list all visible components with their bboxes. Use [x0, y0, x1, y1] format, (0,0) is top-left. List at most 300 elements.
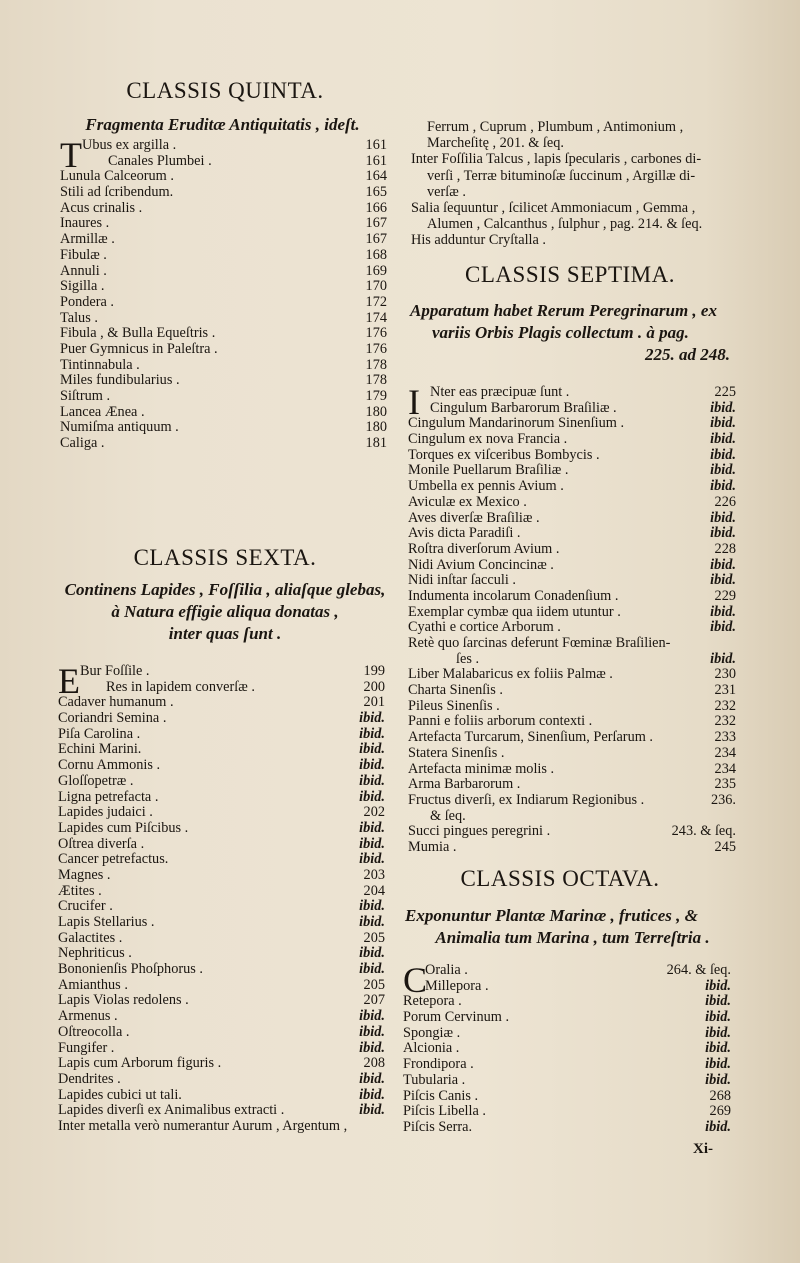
continuation-line: Inter Foſſilia Talcus , lapis ſpecularis , carbones di-: [411, 151, 702, 168]
list-item: [58, 868, 385, 884]
item-label: Alcionia .: [403, 1040, 460, 1057]
classis-septima-heading: CLASSIS SEPTIMA.: [465, 262, 675, 287]
list-item: [60, 373, 387, 389]
classis-quinta-list: [60, 135, 387, 452]
list-item: [408, 620, 736, 636]
item-label: Tintinnabula .: [60, 356, 140, 373]
item-page: 180: [365, 419, 387, 436]
item-label: Spongiæ .: [403, 1024, 461, 1041]
item-label: Retepora .: [403, 993, 462, 1010]
list-item: [60, 436, 387, 452]
item-label: Statera Sinenſis .: [408, 744, 505, 761]
list-item: [58, 978, 385, 994]
list-item: [60, 216, 387, 232]
list-item: [60, 201, 387, 217]
list-item: [403, 1057, 731, 1073]
item-page: 205: [363, 929, 385, 946]
item-page: 181: [365, 435, 387, 452]
continuation-line: Ferrum , Cuprum , Plumbum , Antimonium ,: [427, 119, 684, 135]
item-page: 226: [714, 493, 736, 510]
item-page: 205: [363, 976, 385, 993]
list-item: [60, 248, 387, 264]
item-page: 169: [365, 262, 387, 279]
item-page: ibid.: [710, 525, 736, 542]
item-page: ibid.: [710, 603, 736, 620]
item-page: ibid.: [710, 399, 736, 416]
item-page: 236.: [710, 791, 736, 808]
item-label: Lapis cum Arborum figuris .: [58, 1055, 222, 1072]
list-item: [58, 1103, 385, 1119]
list-item: [403, 1041, 731, 1057]
list-item: [403, 979, 731, 995]
item-page: ibid.: [705, 977, 731, 994]
list-item: [408, 526, 736, 542]
item-label: Exemplar cymbæ qua iidem utuntur .: [408, 603, 621, 620]
list-item: [60, 326, 387, 342]
list-item: [58, 1056, 385, 1072]
item-page: 168: [365, 246, 387, 263]
list-item: [60, 342, 387, 358]
list-item: [58, 899, 385, 915]
list-item: [58, 837, 385, 853]
metals-continuation: [411, 119, 702, 249]
item-page: ibid.: [710, 431, 736, 448]
item-page: 176: [365, 340, 387, 357]
item-label: Cadaver humanum .: [58, 694, 174, 711]
item-label: Piſa Carolina .: [58, 725, 141, 742]
item-label: Nidi Avium Concincinæ .: [408, 556, 554, 573]
classis-quinta-heading: CLASSIS QUINTA.: [126, 78, 324, 103]
list-item: [60, 279, 387, 295]
list-item: [60, 420, 387, 436]
classis-sexta-list: [58, 661, 385, 1135]
item-label: Artefacta Turcarum, Sinenſium, Perſarum .: [408, 729, 653, 746]
list-item: [58, 805, 385, 821]
item-label: Piſcis Libella .: [403, 1103, 486, 1120]
item-page: 176: [365, 325, 387, 342]
subtitle-line: Animalia tum Marina , tum Terreſtria .: [435, 928, 710, 947]
list-item: [403, 1104, 731, 1120]
item-page: 167: [365, 231, 387, 248]
item-page: ibid.: [710, 650, 736, 667]
item-page: ibid.: [359, 710, 385, 727]
item-label: Cingulum ex nova Francia .: [408, 431, 568, 448]
subtitle-line: à Natura effigie aliqua donatas ,: [111, 602, 339, 621]
list-item: [408, 793, 736, 809]
item-label: Amianthus .: [58, 976, 128, 993]
item-page: ibid.: [359, 898, 385, 915]
item-label: Talus .: [60, 309, 98, 326]
continuation-line: verſi , Terræ bituminoſæ ſuccinum , Argillæ di-: [427, 167, 696, 184]
item-page: 225: [714, 384, 736, 400]
item-label: Ætites .: [58, 882, 102, 899]
item-page: 166: [365, 199, 387, 216]
item-page: 234: [714, 760, 736, 777]
drop-cap: T: [60, 135, 82, 175]
item-page: ibid.: [705, 1071, 731, 1088]
item-label: Fibulæ .: [60, 246, 107, 263]
list-item: [58, 711, 385, 727]
item-page: 170: [365, 278, 387, 295]
item-label: Dendrites .: [58, 1070, 121, 1087]
list-item: [408, 542, 736, 558]
item-page: 203: [363, 866, 385, 883]
item-page: [696, 636, 736, 652]
item-label: Oralia .: [425, 962, 468, 978]
item-label: Lapis Stellarius .: [58, 914, 155, 930]
list-item: [58, 915, 385, 931]
list-item: [58, 758, 385, 774]
item-page: ibid.: [359, 914, 385, 930]
item-page: ibid.: [705, 1040, 731, 1057]
item-page: ibid.: [710, 478, 736, 495]
item-label: Caliga .: [60, 435, 105, 452]
item-label: Piſcis Canis .: [403, 1087, 479, 1104]
item-label: Lapides judaici .: [58, 804, 153, 821]
subtitle-line: Continens Lapides , Foſſilia , aliaſque glebas,: [64, 580, 386, 599]
item-label: Aves diverſæ Braſiliæ .: [408, 509, 540, 526]
item-label: Fibula , & Bulla Equeſtris .: [60, 325, 216, 342]
item-page: 167: [365, 215, 387, 232]
item-page: ibid.: [359, 725, 385, 742]
item-label: Gloſſopetræ .: [58, 772, 134, 789]
list-item: [58, 727, 385, 743]
item-label: Magnes .: [58, 866, 111, 883]
item-page: ibid.: [359, 1008, 385, 1025]
item-label: Annuli .: [60, 262, 107, 279]
item-page: ibid.: [705, 993, 731, 1010]
item-page: 264. & ſeq.: [666, 962, 731, 978]
item-page: ibid.: [710, 415, 736, 432]
item-label: Charta Sinenſis .: [408, 682, 503, 699]
list-item: [403, 1089, 731, 1105]
item-page: 243. & ſeq.: [671, 823, 736, 840]
item-label: Retè quo ſarcinas deferunt Fœminæ Braſilien-: [408, 635, 671, 651]
list-item: [60, 169, 387, 185]
item-page: ibid.: [710, 446, 736, 463]
item-label: Roſtra diverſorum Avium .: [408, 540, 560, 557]
list-item: [408, 636, 736, 652]
item-label: ſes .: [456, 650, 480, 667]
item-label: Nephriticus .: [58, 945, 132, 962]
item-label: Arma Barbarorum .: [408, 776, 521, 793]
list-item: [58, 664, 385, 680]
item-label: Umbella ex pennis Avium .: [408, 478, 564, 495]
list-item: [408, 809, 736, 825]
subtitle-line: Exponuntur Plantæ Marinæ , frutices , &: [405, 906, 698, 925]
list-item: [60, 295, 387, 311]
item-page: ibid.: [710, 619, 736, 636]
item-page: ibid.: [359, 819, 385, 836]
drop-cap: I: [408, 382, 420, 422]
classis-octava-list: [403, 960, 731, 1136]
item-label: Pileus Sinenſis .: [408, 697, 500, 714]
item-page: 161: [365, 137, 387, 153]
list-item: [60, 154, 387, 170]
item-page: 231: [714, 682, 736, 699]
item-page: 204: [363, 882, 385, 899]
item-page: ibid.: [710, 462, 736, 479]
item-label: Bur Foſſile .: [80, 663, 150, 679]
item-page: 268: [709, 1087, 731, 1104]
list-item: [408, 432, 736, 448]
list-item: [58, 1072, 385, 1088]
item-label: Lapides cubici ut tali.: [58, 1086, 182, 1103]
list-item: [60, 232, 387, 248]
continuation-line: Salia ſequuntur , ſcilicet Ammoniacum , Gemma ,: [411, 200, 696, 217]
item-label: Fructus diverſi, ex Indiarum Regionibus .: [408, 791, 645, 808]
item-label: Cancer petrefactus.: [58, 851, 169, 868]
item-label: Numiſma antiquum .: [60, 419, 179, 436]
list-item: [408, 714, 736, 730]
item-page: 174: [365, 309, 387, 326]
subtitle-line: Fragmenta Eruditæ Antiquitatis , ideſt.: [85, 115, 360, 134]
list-item: [58, 1088, 385, 1104]
item-page: ibid.: [359, 788, 385, 805]
item-label: Cingulum Barbarorum Braſiliæ .: [430, 399, 617, 416]
item-label: Monile Puellarum Braſiliæ .: [408, 462, 569, 479]
item-label: Sigilla .: [60, 278, 105, 295]
item-page: 229: [714, 587, 736, 604]
item-page: ibid.: [705, 1056, 731, 1073]
item-label: Mumia .: [408, 838, 457, 855]
item-label: Fungifer .: [58, 1039, 115, 1056]
item-label: Stili ad ſcribendum.: [60, 184, 174, 201]
item-label: Nter eas præcipuæ ſunt .: [430, 384, 570, 400]
classis-sexta-heading: CLASSIS SEXTA.: [133, 545, 317, 570]
list-item: [403, 1073, 731, 1089]
item-page: ibid.: [710, 509, 736, 526]
item-page: 172: [365, 293, 387, 310]
list-item: [58, 680, 385, 696]
item-label: Galactites .: [58, 929, 123, 946]
item-label: Crucifer .: [58, 898, 113, 915]
item-page: 180: [365, 403, 387, 420]
item-label: Acus crinalis .: [60, 199, 143, 216]
item-label: Siſtrum .: [60, 388, 111, 404]
item-page: 230: [714, 666, 736, 683]
list-item: [408, 605, 736, 621]
subtitle-line: Apparatum habet Rerum Peregrinarum , ex: [410, 301, 717, 320]
item-page: 178: [365, 372, 387, 389]
list-item: [408, 699, 736, 715]
catchword: Xi-: [693, 1141, 713, 1157]
item-page: ibid.: [705, 1024, 731, 1041]
item-page: 200: [363, 678, 385, 695]
item-label: Inaures .: [60, 215, 110, 232]
subtitle-line: variis Orbis Plagis collectum . à pag.: [432, 323, 689, 342]
list-item: [403, 994, 731, 1010]
list-item: [58, 1025, 385, 1041]
item-label: Coriandri Semina .: [58, 710, 167, 727]
item-label: Lunula Calceorum .: [60, 168, 174, 185]
item-page: 232: [714, 713, 736, 730]
list-item: [408, 479, 736, 495]
item-label: Cingulum Mandarinorum Sinenſium .: [408, 415, 625, 432]
classis-octava-heading: CLASSIS OCTAVA.: [460, 866, 660, 891]
item-label: Tubularia .: [403, 1071, 466, 1088]
item-page: 232: [714, 697, 736, 714]
item-label: Cornu Ammonis .: [58, 757, 161, 774]
item-label: Miles fundibularius .: [60, 372, 180, 389]
item-label: Artefacta minimæ molis .: [408, 760, 555, 777]
list-item: [60, 264, 387, 280]
item-label: Lapides diverſi ex Animalibus extracti .: [58, 1102, 285, 1119]
continuation-line: verſæ .: [427, 183, 466, 200]
item-label: Canales Plumbei .: [108, 152, 212, 169]
item-page: ibid.: [705, 1009, 731, 1026]
list-item: [58, 1119, 385, 1135]
item-label: Lapis Violas redolens .: [58, 992, 189, 1009]
list-item: [408, 448, 736, 464]
classis-septima-list: [408, 382, 736, 856]
list-item: [58, 790, 385, 806]
list-item: [58, 884, 385, 900]
item-page: [696, 809, 736, 825]
list-item: [408, 401, 736, 417]
list-item: [408, 511, 736, 527]
item-label: Frondipora .: [403, 1056, 474, 1073]
list-item: [408, 683, 736, 699]
item-label: Torques ex viſceribus Bombycis .: [408, 446, 600, 463]
list-item: [58, 774, 385, 790]
item-page: ibid.: [359, 757, 385, 774]
list-item: [58, 821, 385, 837]
item-label: Lapides cum Piſcibus .: [58, 819, 189, 836]
list-item: [403, 963, 731, 979]
classis-quinta-subtitle: [50, 114, 395, 136]
list-item: [60, 311, 387, 327]
item-page: 165: [365, 184, 387, 201]
list-item: [60, 405, 387, 421]
list-item: [408, 777, 736, 793]
item-page: 179: [365, 388, 387, 404]
item-label: Indumenta incolarum Conadenſium .: [408, 587, 619, 604]
item-label: & ſeq.: [430, 807, 466, 824]
continuation-line: Alumen , Calcanthus , ſulphur , pag. 214. & ſeq.: [427, 216, 703, 233]
list-item: [408, 840, 736, 856]
list-item: [58, 931, 385, 947]
item-label: Armenus .: [58, 1008, 118, 1025]
list-item: [60, 358, 387, 374]
item-label: Bononienſis Phoſphorus .: [58, 961, 203, 978]
list-item: [60, 138, 387, 154]
list-item: [408, 558, 736, 574]
subtitle-line: inter quas ſunt .: [168, 624, 282, 643]
list-item: [58, 1009, 385, 1025]
list-item: [403, 1120, 731, 1136]
list-item: [403, 1026, 731, 1042]
list-item: [58, 993, 385, 1009]
list-item: [408, 730, 736, 746]
item-label: Puer Gymnicus in Paleſtra .: [60, 340, 218, 357]
list-item: [58, 1041, 385, 1057]
item-page: ibid.: [359, 1070, 385, 1087]
list-item: [408, 762, 736, 778]
item-page: 161: [365, 152, 387, 169]
item-page: 208: [363, 1055, 385, 1072]
item-page: 235: [714, 776, 736, 793]
item-page: ibid.: [359, 1039, 385, 1056]
item-label: Pondera .: [60, 293, 114, 310]
item-label: Ubus ex argilla .: [82, 137, 177, 153]
item-label: Piſcis Serra.: [403, 1118, 473, 1135]
item-page: 199: [363, 663, 385, 679]
item-label: Oſtrea diverſa .: [58, 835, 145, 852]
list-item: [408, 667, 736, 683]
item-label: Res in lapidem converſæ .: [106, 678, 255, 695]
item-page: 233: [714, 729, 736, 746]
item-label: Avis dicta Paradiſi .: [408, 525, 521, 542]
list-item: [408, 573, 736, 589]
item-page: ibid.: [359, 835, 385, 852]
list-item: [58, 852, 385, 868]
list-item: [408, 463, 736, 479]
item-page: ibid.: [359, 1086, 385, 1103]
item-label: Armillæ .: [60, 231, 115, 248]
list-item: [408, 385, 736, 401]
item-label: Porum Cervinum .: [403, 1009, 510, 1026]
item-page: ibid.: [710, 556, 736, 573]
list-item: [408, 652, 736, 668]
item-label: Echini Marini.: [58, 741, 142, 758]
classis-sexta-subtitle: [55, 579, 395, 645]
item-page: 164: [365, 168, 387, 185]
list-item: [403, 1010, 731, 1026]
item-page: 207: [363, 992, 385, 1009]
item-label: Panni e foliis arborum contexti .: [408, 713, 593, 730]
item-page: ibid.: [359, 772, 385, 789]
drop-cap: E: [58, 661, 80, 701]
continuation-line: His adduntur Cryſtalla .: [411, 232, 547, 249]
list-item: [58, 962, 385, 978]
item-page: ibid.: [359, 741, 385, 758]
continuation-line: Marcheſitę , 201. & ſeq.: [427, 135, 564, 152]
list-item: [60, 389, 387, 405]
item-page: [347, 1119, 387, 1135]
item-page: 201: [363, 694, 385, 711]
subtitle-line: 225. ad 248.: [645, 345, 730, 364]
list-item: [408, 824, 736, 840]
list-item: [58, 695, 385, 711]
list-item: [408, 495, 736, 511]
drop-cap: C: [403, 960, 428, 1000]
list-item: [60, 185, 387, 201]
item-page: 178: [365, 356, 387, 373]
classis-septima-subtitle: [410, 300, 740, 366]
item-label: Liber Malabaricus ex foliis Palmæ .: [408, 666, 613, 683]
item-label: Inter metalla verò numerantur Aurum , Argentum ,: [58, 1117, 348, 1134]
item-page: 202: [363, 804, 385, 821]
item-label: Millepora .: [425, 977, 489, 994]
list-item: [408, 416, 736, 432]
item-label: Oſtreocolla .: [58, 1023, 130, 1040]
item-page: 269: [709, 1103, 731, 1120]
item-page: ibid.: [710, 572, 736, 589]
list-item: [58, 946, 385, 962]
item-page: ibid.: [359, 851, 385, 868]
item-page: ibid.: [705, 1118, 731, 1135]
item-page: 234: [714, 744, 736, 761]
item-page: ibid.: [359, 1102, 385, 1119]
item-page: 228: [714, 540, 736, 557]
item-page: 245: [714, 838, 736, 855]
list-item: [408, 589, 736, 605]
classis-octava-subtitle: [405, 905, 740, 949]
item-label: Cyathi e cortice Arborum .: [408, 619, 561, 636]
list-item: [58, 742, 385, 758]
item-label: Lancea Ænea .: [60, 403, 145, 420]
